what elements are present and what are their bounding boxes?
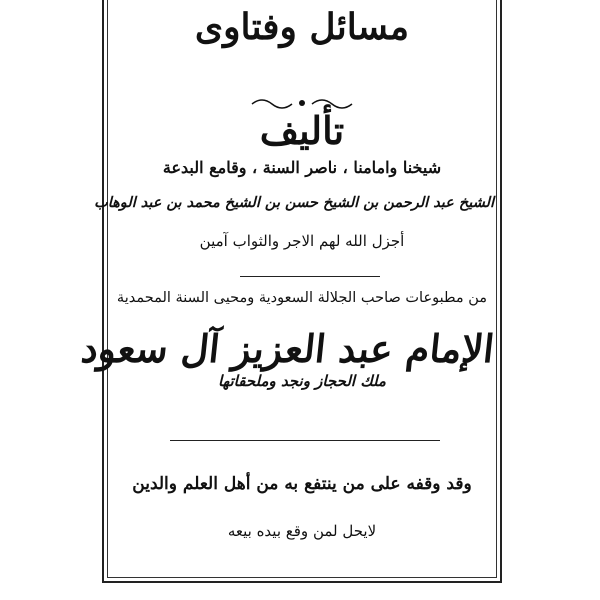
dedication-line: شيخنا وامامنا ، ناصر السنة ، وقامع البدعة — [162, 158, 442, 177]
king-name: الإمام عبد العزيز آل سعود — [79, 326, 497, 371]
waqf-line: وقد وقفه على من ينتفع به من أهل العلم والدين — [132, 474, 472, 494]
divider — [170, 440, 440, 441]
prayer-line: أجزل الله لهم الاجر والثواب آمين — [199, 232, 405, 250]
scholars-line: الشيخ عبد الرحمن بن الشيخ حسن بن الشيخ محمد بن عبد الوهاب — [94, 194, 494, 211]
sale-note: لايحل لمن وقع بيده بيعه — [227, 522, 377, 540]
publisher-line: من مطبوعات صاحب الجلالة السعودية ومحيى السنة المحمدية — [116, 290, 488, 306]
title-page-content — [79, 0, 497, 575]
king-title: ملك الحجاز ونجد وملحقاتها — [218, 372, 386, 390]
divider — [240, 276, 380, 277]
author-heading: تأليف — [259, 108, 345, 153]
book-title: مسائل وفتاوى — [194, 6, 410, 48]
